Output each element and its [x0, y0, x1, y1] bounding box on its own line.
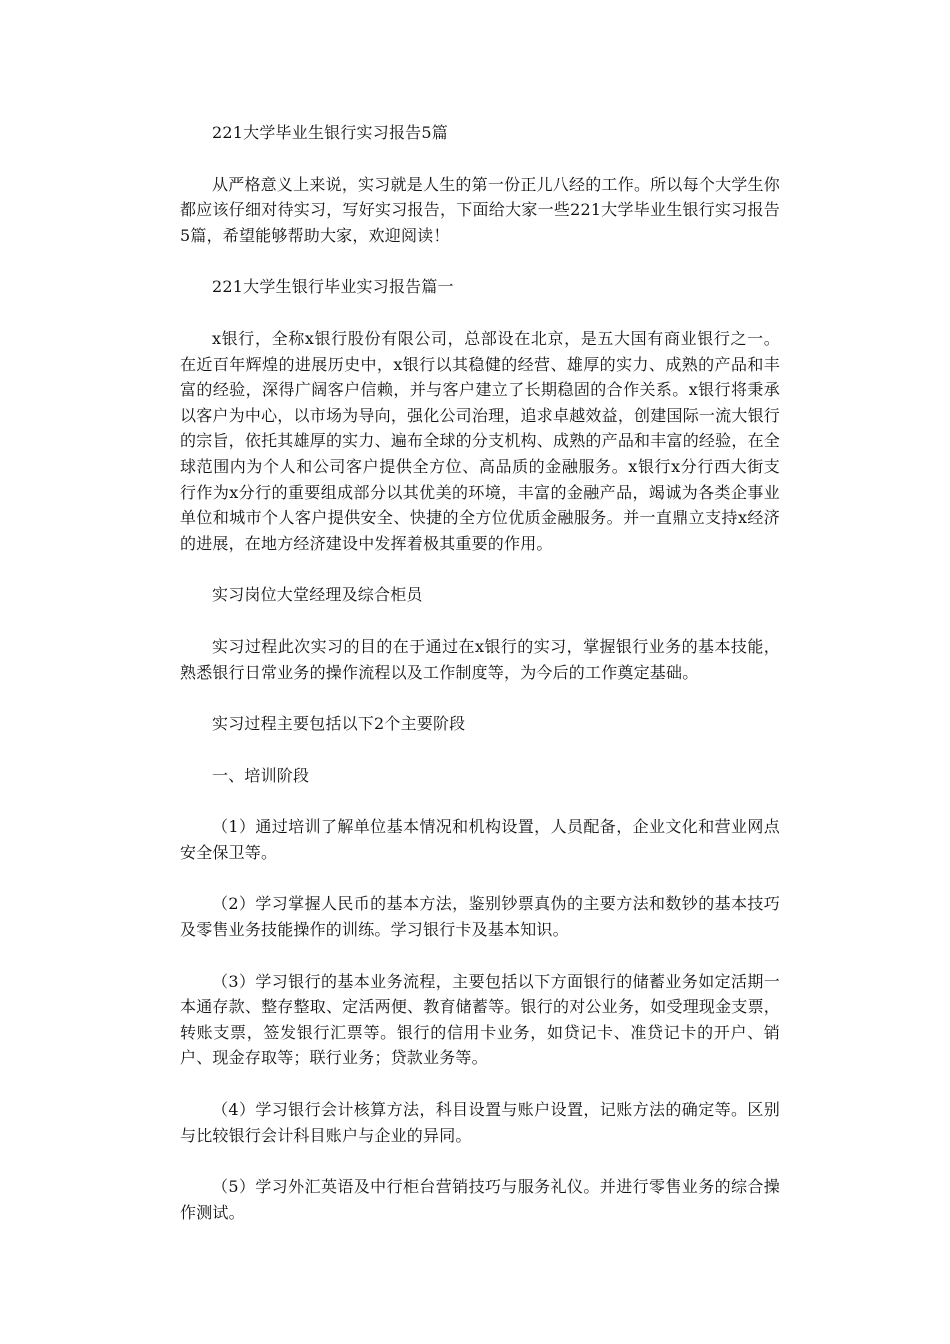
training-item-2: （2）学习掌握人民币的基本方法，鉴别钞票真伪的主要方法和数钞的基本技巧及零售业务技能操作的训练。学习银行卡及基本知识。: [180, 894, 780, 940]
training-item-1: （1）通过培训了解单位基本情况和机构设置，人员配备，企业文化和营业网点安全保卫等。: [180, 817, 780, 862]
bank-intro-paragraph: x银行，全称x银行股份有限公司，总部设在北京，是五大国有商业银行之一。在近百年辉煌的进展历史中，x银行以其稳健的经营、雄厚的实力、成熟的产品和丰富的经验，深得广阔客户信赖，并与客户建立了长期稳固的合作关系。x银行将秉承以客户为中心，以市场为导向，强化公司治理，追求卓越效益，创建国际一流大银行的宗旨，依托其雄厚的实力、遍布全球的分支机构、成熟的产品和丰富的经验，在全球范围内为个人和公司客户提供全方位、高品质的金融服务。x银行x分行西大街支行作为x分行的重要组成部分以其优美的环境，丰富的金融产品，竭诚为各类企事业单位和城市个人客户提供安全、快捷的全方位优质金融服务。并一直鼎立支持x经济的进展，在地方经济建设中发挥着极其重要的作用。: [180, 328, 780, 553]
purpose-paragraph: 实习过程此次实习的目的在于通过在x银行的实习，掌握银行业务的基本技能，熟悉银行日常业务的操作流程以及工作制度等，为今后的工作奠定基础。: [180, 636, 780, 682]
training-item-3: （3）学习银行的基本业务流程，主要包括以下方面银行的储蓄业务如定活期一本通存款、整存整取、定活两便、教育储蓄等。银行的对公业务，如受理现金支票，转账支票，签发银行汇票等。银行的信用卡业务，如贷记卡、准贷记卡的开户、销户、现金存取等；联行业务；贷款业务等。: [180, 971, 780, 1068]
document-body: [180, 120, 780, 1251]
position-line: 实习岗位大堂经理及综合柜员: [212, 585, 423, 605]
training-item-4: （4）学习银行会计核算方法，科目设置与账户设置，记账方法的确定等。区别与比较银行会计科目账户与企业的异同。: [180, 1100, 780, 1145]
training-item-5: （5）学习外汇英语及中行柜台营销技巧与服务礼仪。并进行零售业务的综合操作测试。: [180, 1177, 780, 1222]
stage-one-title: 一、培训阶段: [212, 765, 310, 785]
intro-paragraph: 从严格意义上来说，实习就是人生的第一份正儿八经的工作。所以每个大学生你都应该仔细对待实习，写好实习报告，下面给大家一些221大学毕业生银行实习报告5篇，希望能够帮助大家，欢迎阅读！: [180, 174, 780, 245]
document-title: 221大学毕业生银行实习报告5篇: [212, 123, 448, 142]
section-title: 221大学生银行毕业实习报告篇一: [212, 277, 454, 297]
stages-intro-line: 实习过程主要包括以下2个主要阶段: [212, 714, 466, 734]
